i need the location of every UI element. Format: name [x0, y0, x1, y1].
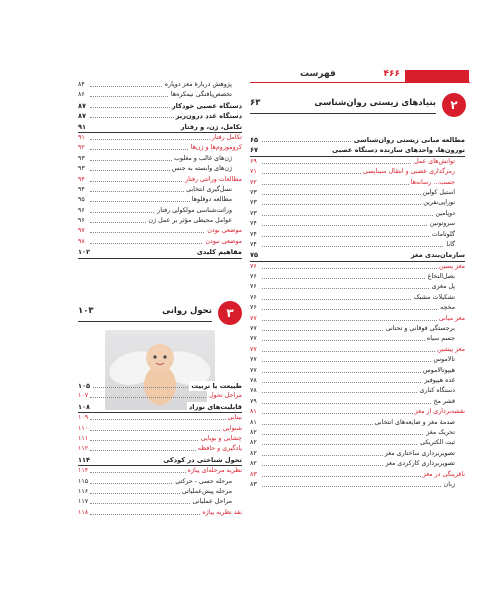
chapter-title: بنیادهای زیستی روان‌شناسی — [314, 98, 436, 108]
toc-right-column — [250, 135, 465, 490]
toc-entry[interactable] — [78, 487, 242, 497]
dot-leader — [90, 419, 242, 420]
toc-entry-title: هیپوتالاموس — [421, 366, 455, 376]
toc-entry-page: ۹۷ — [78, 226, 87, 236]
toc-entry[interactable] — [250, 262, 465, 272]
dot-leader — [262, 225, 455, 226]
toc-entry[interactable] — [78, 206, 242, 216]
toc-entry[interactable] — [78, 133, 242, 143]
toc-entry[interactable] — [78, 90, 242, 100]
toc-entry-page: ۷۶ — [250, 293, 259, 303]
toc-entry[interactable] — [78, 111, 242, 121]
toc-entry-page: ۷۱ — [250, 167, 259, 177]
toc-entry[interactable] — [78, 80, 242, 90]
toc-entry-page: ۱۱۰ — [78, 424, 90, 434]
toc-entry[interactable] — [250, 355, 465, 365]
page-title: فهرست — [300, 69, 336, 79]
toc-entry-page: ۸۲ — [250, 459, 259, 469]
toc-entry[interactable] — [250, 188, 465, 198]
dot-leader — [262, 236, 455, 237]
toc-entry-title: نظریه مرحله‌ای پیاژه — [186, 466, 242, 476]
toc-entry-page: ۷۷ — [250, 334, 259, 344]
toc-entry[interactable] — [78, 402, 242, 413]
toc-entry[interactable] — [250, 272, 465, 282]
toc-entry-page: ۹۴ — [78, 175, 87, 185]
toc-entry-page: ۷۴ — [250, 219, 259, 229]
toc-entry[interactable] — [78, 195, 242, 205]
toc-entry-page: ۱۱۱ — [78, 434, 90, 444]
toc-entry-title: مطالعه دوقلوها — [190, 195, 232, 205]
toc-entry-title: نوراپی‌نفرین — [421, 198, 455, 208]
toc-entry-title: نقشه‌برداری از مغز — [413, 407, 465, 417]
toc-entry-title: مراحل عملیاتی — [190, 497, 232, 507]
toc-entry[interactable] — [250, 167, 465, 177]
toc-entry-title: تخصص‌یافتگی نیمکره‌ها — [169, 90, 232, 100]
toc-entry-title: ژن‌های وابسته به جنس — [170, 164, 232, 174]
toc-entry[interactable] — [250, 282, 465, 292]
dot-leader — [262, 403, 455, 404]
chapter-page: ۶۳ — [250, 98, 261, 108]
toc-entry-page: ۷۸ — [250, 386, 259, 396]
toc-entry-page: ۷۷ — [250, 324, 259, 334]
toc-entry-page: ۸۱ — [250, 407, 259, 417]
page-number: ۴۶۶ — [383, 69, 400, 79]
toc-entry-title: دستگاه غدد درون‌ریز — [175, 112, 242, 121]
toc-entry-title: گلوتامات — [430, 230, 455, 240]
toc-entry[interactable] — [250, 470, 465, 480]
toc-entry[interactable] — [78, 413, 242, 423]
toc-entry-page: ۷۶ — [250, 303, 259, 313]
toc-entry-title: تصویربرداری ساختاری مغز — [383, 449, 455, 459]
toc-entry[interactable] — [250, 397, 465, 407]
chapter-title: تحول روانی — [162, 306, 212, 316]
toc-entry-page: ۱۰۷ — [78, 391, 90, 401]
toc-entry-title: ناقرینگی در مغز — [421, 470, 465, 480]
toc-entry-page: ۶۹ — [250, 157, 259, 167]
toc-left-column-top — [78, 80, 242, 259]
toc-entry-title: موضعی بودن — [205, 226, 242, 236]
toc-entry-page: ۹۶ — [78, 206, 87, 216]
chapter-number-badge: ۲ — [442, 93, 466, 117]
toc-entry-page: ۹۴ — [78, 185, 87, 195]
toc-entry[interactable] — [250, 240, 465, 250]
toc-entry-title: یادگیری و حافظه — [196, 444, 242, 454]
toc-entry-page: ۷۶ — [250, 262, 259, 272]
toc-entry-page: ۱۰۹ — [78, 413, 90, 423]
toc-entry-title: وراثت‌شناسی مولکولی رفتار — [155, 206, 232, 216]
dot-leader — [262, 268, 465, 269]
toc-entry-title: تشکیلات مشبک — [412, 293, 455, 303]
toc-entry-title: قشر مخ — [431, 397, 455, 407]
toc-entry-page: ۷۳ — [250, 188, 259, 198]
toc-entry-title: تحریک مغز — [424, 428, 455, 438]
toc-entry-page: ۷۳ — [250, 198, 259, 208]
toc-entry-page: ۱۱۷ — [78, 497, 90, 507]
toc-entry[interactable] — [250, 376, 465, 386]
toc-entry[interactable] — [78, 185, 242, 195]
toc-entry-title: جسب... رسانه‌ها — [409, 178, 455, 188]
toc-entry[interactable] — [78, 237, 242, 247]
dot-leader — [90, 430, 242, 431]
toc-entry-page: ۷۸ — [250, 376, 259, 386]
toc-entry-page: ۸۳ — [250, 470, 259, 480]
toc-entry[interactable] — [250, 407, 465, 417]
toc-entry[interactable] — [250, 209, 465, 219]
toc-entry[interactable] — [78, 477, 242, 487]
toc-entry-title: مرحله پیش‌عملیاتی — [180, 487, 232, 497]
toc-entry-title: ژن‌های غالب و مغلوب — [172, 154, 232, 164]
toc-entry[interactable] — [78, 226, 242, 236]
toc-entry-title: زبان — [442, 480, 455, 490]
dot-leader — [262, 246, 455, 247]
toc-entry-page: ۸۷ — [78, 112, 87, 121]
toc-entry-page: ۷۳ — [250, 209, 259, 219]
chapter-page: ۱۰۳ — [78, 306, 94, 316]
toc-entry[interactable] — [250, 293, 465, 303]
toc-entry-page: ۷۶ — [250, 282, 259, 292]
toc-entry-page: ۷۴ — [250, 240, 259, 250]
toc-entry-page: ۹۱ — [78, 133, 87, 143]
toc-entry[interactable] — [250, 178, 465, 188]
toc-entry-page: ۷۷ — [250, 314, 259, 324]
toc-entry-title: دستگاه عصبی خودکار — [171, 101, 242, 110]
toc-entry[interactable] — [78, 164, 242, 174]
toc-entry-title: موضعی نبودن — [203, 237, 242, 247]
toc-entry-page: ۷۶ — [250, 272, 259, 282]
toc-entry[interactable] — [78, 122, 242, 133]
toc-entry-title: کروموزوم‌ها و ژن‌ها — [189, 143, 242, 153]
toc-entry-page: ۸۷ — [78, 101, 87, 110]
toc-entry[interactable] — [78, 444, 242, 454]
toc-entry-title: غده هیپوفیز — [422, 376, 455, 386]
toc-entry-title: صدمهٔ مغز و ضایعه‌های انتخابی — [373, 418, 455, 428]
toc-entry[interactable] — [78, 434, 242, 444]
toc-entry-page: ۷۴ — [250, 230, 259, 240]
toc-entry[interactable] — [250, 314, 465, 324]
toc-entry[interactable] — [250, 157, 465, 167]
toc-entry-page: ۷۲ — [250, 178, 259, 188]
toc-entry-title: دستگاه کناری — [418, 386, 455, 396]
toc-entry-page: ۷۷ — [250, 355, 259, 365]
toc-entry[interactable] — [250, 198, 465, 208]
toc-entry-page: ۹۳ — [78, 164, 87, 174]
toc-entry-title: نسل‌گیری انتخابی — [184, 185, 232, 195]
toc-entry[interactable] — [250, 480, 465, 490]
toc-entry-title: مغز پسین — [437, 262, 465, 272]
toc-entry[interactable] — [78, 154, 242, 164]
toc-entry[interactable] — [250, 219, 465, 229]
toc-entry-page: ۹۲ — [78, 143, 87, 153]
toc-entry-page: ۸۳ — [250, 480, 259, 490]
toc-entry-page: ۹۸ — [78, 237, 87, 247]
toc-entry-page: ۸۱ — [250, 418, 259, 428]
chapter-2-heading[interactable] — [250, 93, 466, 121]
toc-entry-page: ۸۲ — [250, 428, 259, 438]
toc-entry-page: ۱۰۲ — [78, 248, 91, 257]
toc-entry-page: ۹۵ — [78, 195, 87, 205]
toc-entry-title: رمزگذاری عصبی و انتقال سیناپسی — [361, 167, 455, 177]
toc-entry-page: ۶۷ — [250, 146, 259, 155]
toc-entry-title: شنوایی — [221, 424, 242, 434]
toc-entry-page: ۷۷ — [250, 366, 259, 376]
toc-entry-title: برجستگی فوقانی و تحتانی — [384, 324, 455, 334]
toc-entry-page: ۱۱۶ — [78, 487, 90, 497]
toc-entry[interactable] — [78, 247, 242, 258]
toc-entry[interactable] — [250, 438, 465, 448]
toc-entry[interactable] — [78, 424, 242, 434]
toc-entry-page: ۹۳ — [78, 154, 87, 164]
toc-entry[interactable] — [78, 508, 242, 518]
toc-entry[interactable] — [250, 145, 465, 156]
chapter-3-heading[interactable] — [78, 301, 242, 329]
toc-entry-title: مراحل تحول — [207, 391, 242, 401]
toc-entry-title: نورون‌ها، واحدهای سازنده دستگاه عصبی — [332, 146, 465, 155]
toc-entry-page: ۸۴ — [78, 80, 87, 90]
toc-entry[interactable] — [250, 334, 465, 344]
toc-entry-title: تکامل رفتار — [210, 133, 242, 143]
toc-entry-page: ۷۹ — [250, 397, 259, 407]
toc-entry-title: دوپامین — [433, 209, 455, 219]
toc-entry[interactable] — [250, 459, 465, 469]
toc-entry-page: ۸۲ — [250, 449, 259, 459]
toc-entry-title: تکامل، ژن، و رفتار — [180, 122, 242, 131]
toc-entry-title: گابا — [444, 240, 455, 250]
toc-entry-title: مرحله حسی - حرکتی — [173, 477, 232, 487]
toc-entry-title: نقد نظریه پیاژه — [200, 508, 242, 518]
toc-entry-title: جسم سیاه — [425, 334, 455, 344]
toc-entry-title: سازمان‌بندی مغز — [410, 251, 465, 260]
toc-entry[interactable] — [250, 303, 465, 313]
toc-entry-page: ۱۰۵ — [78, 382, 91, 390]
toc-entry-title: مطالعات وراثتی رفتار — [183, 175, 242, 185]
toc-entry-title: پژوهش دربارهٔ مغز دوپاره — [163, 80, 232, 90]
chapter-rule — [78, 321, 212, 322]
chapter-number-badge: ۳ — [218, 301, 242, 325]
toc-entry[interactable] — [78, 497, 242, 507]
toc-entry-page: ۱۰۸ — [78, 402, 91, 411]
chapter-rule — [250, 113, 436, 114]
toc-entry-title: پل مغزی — [430, 282, 455, 292]
toc-entry-page: ۱۱۲ — [78, 444, 90, 454]
toc-entry-page: ۹۱ — [78, 122, 87, 131]
toc-entry-title: مغز میانی — [437, 314, 465, 324]
toc-entry-title: مطالعه مبانی زیستی روان‌شناسی — [353, 136, 465, 144]
toc-entry[interactable] — [78, 381, 242, 391]
toc-entry-title: تصویربرداری کارکردی مغز — [384, 459, 456, 469]
toc-entry-page: ۸۶ — [78, 90, 87, 100]
toc-entry[interactable] — [250, 428, 465, 438]
toc-entry[interactable] — [250, 135, 465, 145]
dot-leader — [262, 288, 455, 289]
toc-entry[interactable] — [250, 386, 465, 396]
toc-entry-page: ۷۷ — [250, 345, 259, 355]
toc-entry-title: طبیعت یا تربیت — [191, 382, 242, 390]
toc-entry-title: سروتونین — [428, 219, 455, 229]
toc-entry-title: توانش‌های عمل — [412, 157, 455, 167]
toc-entry[interactable] — [250, 449, 465, 459]
toc-entry-title: عوامل محیطی مؤثر بر عمل ژن — [146, 216, 232, 226]
toc-entry-page: ۷۵ — [250, 251, 259, 260]
toc-entry-title: مخچه — [438, 303, 455, 313]
toc-entry-page: ۹۶ — [78, 216, 87, 226]
dot-leader — [262, 309, 455, 310]
toc-entry-title: مفاهیم کلیدی — [196, 248, 242, 257]
toc-entry[interactable] — [78, 455, 242, 466]
toc-entry[interactable] — [250, 366, 465, 376]
dot-leader — [262, 320, 465, 321]
toc-entry[interactable] — [78, 391, 242, 401]
toc-entry[interactable] — [78, 175, 242, 185]
toc-entry[interactable] — [250, 418, 465, 428]
toc-entry[interactable] — [78, 216, 242, 226]
toc-entry-page: ۱۱۴ — [78, 466, 90, 476]
toc-entry-title: بصل‌النخاع — [426, 272, 455, 282]
toc-entry-page: ۸۲ — [250, 438, 259, 448]
toc-entry-title: بینایی — [226, 413, 242, 423]
toc-entry[interactable] — [250, 345, 465, 355]
toc-entry[interactable] — [250, 230, 465, 240]
toc-entry-title: قابلیت‌های نوزاد — [188, 402, 242, 411]
toc-entry[interactable] — [78, 101, 242, 111]
toc-entry[interactable] — [250, 250, 465, 261]
toc-entry-title: استیل کولین — [421, 188, 455, 198]
header-rule — [250, 82, 470, 83]
toc-entry-title: ثبت الکتریکی — [418, 438, 455, 448]
dot-leader — [262, 215, 455, 216]
dot-leader — [262, 486, 455, 487]
toc-entry-page: ۱۱۴ — [78, 455, 91, 464]
toc-entry-title: تالاموس — [431, 355, 455, 365]
toc-entry-page: ۱۱۵ — [78, 477, 90, 487]
dot-leader — [262, 361, 455, 362]
toc-entry[interactable] — [78, 466, 242, 476]
toc-entry-title: مغز پیشین — [435, 345, 465, 355]
toc-entry-title: چشایی و بویایی — [199, 434, 242, 444]
toc-left-column-bottom — [78, 381, 242, 518]
toc-entry[interactable] — [78, 143, 242, 153]
toc-entry[interactable] — [250, 324, 465, 334]
toc-entry-page: ۶۵ — [250, 136, 259, 144]
toc-entry-page: ۱۱۸ — [78, 508, 90, 518]
toc-entry-title: تحول شناختی در کودکی — [163, 455, 242, 464]
